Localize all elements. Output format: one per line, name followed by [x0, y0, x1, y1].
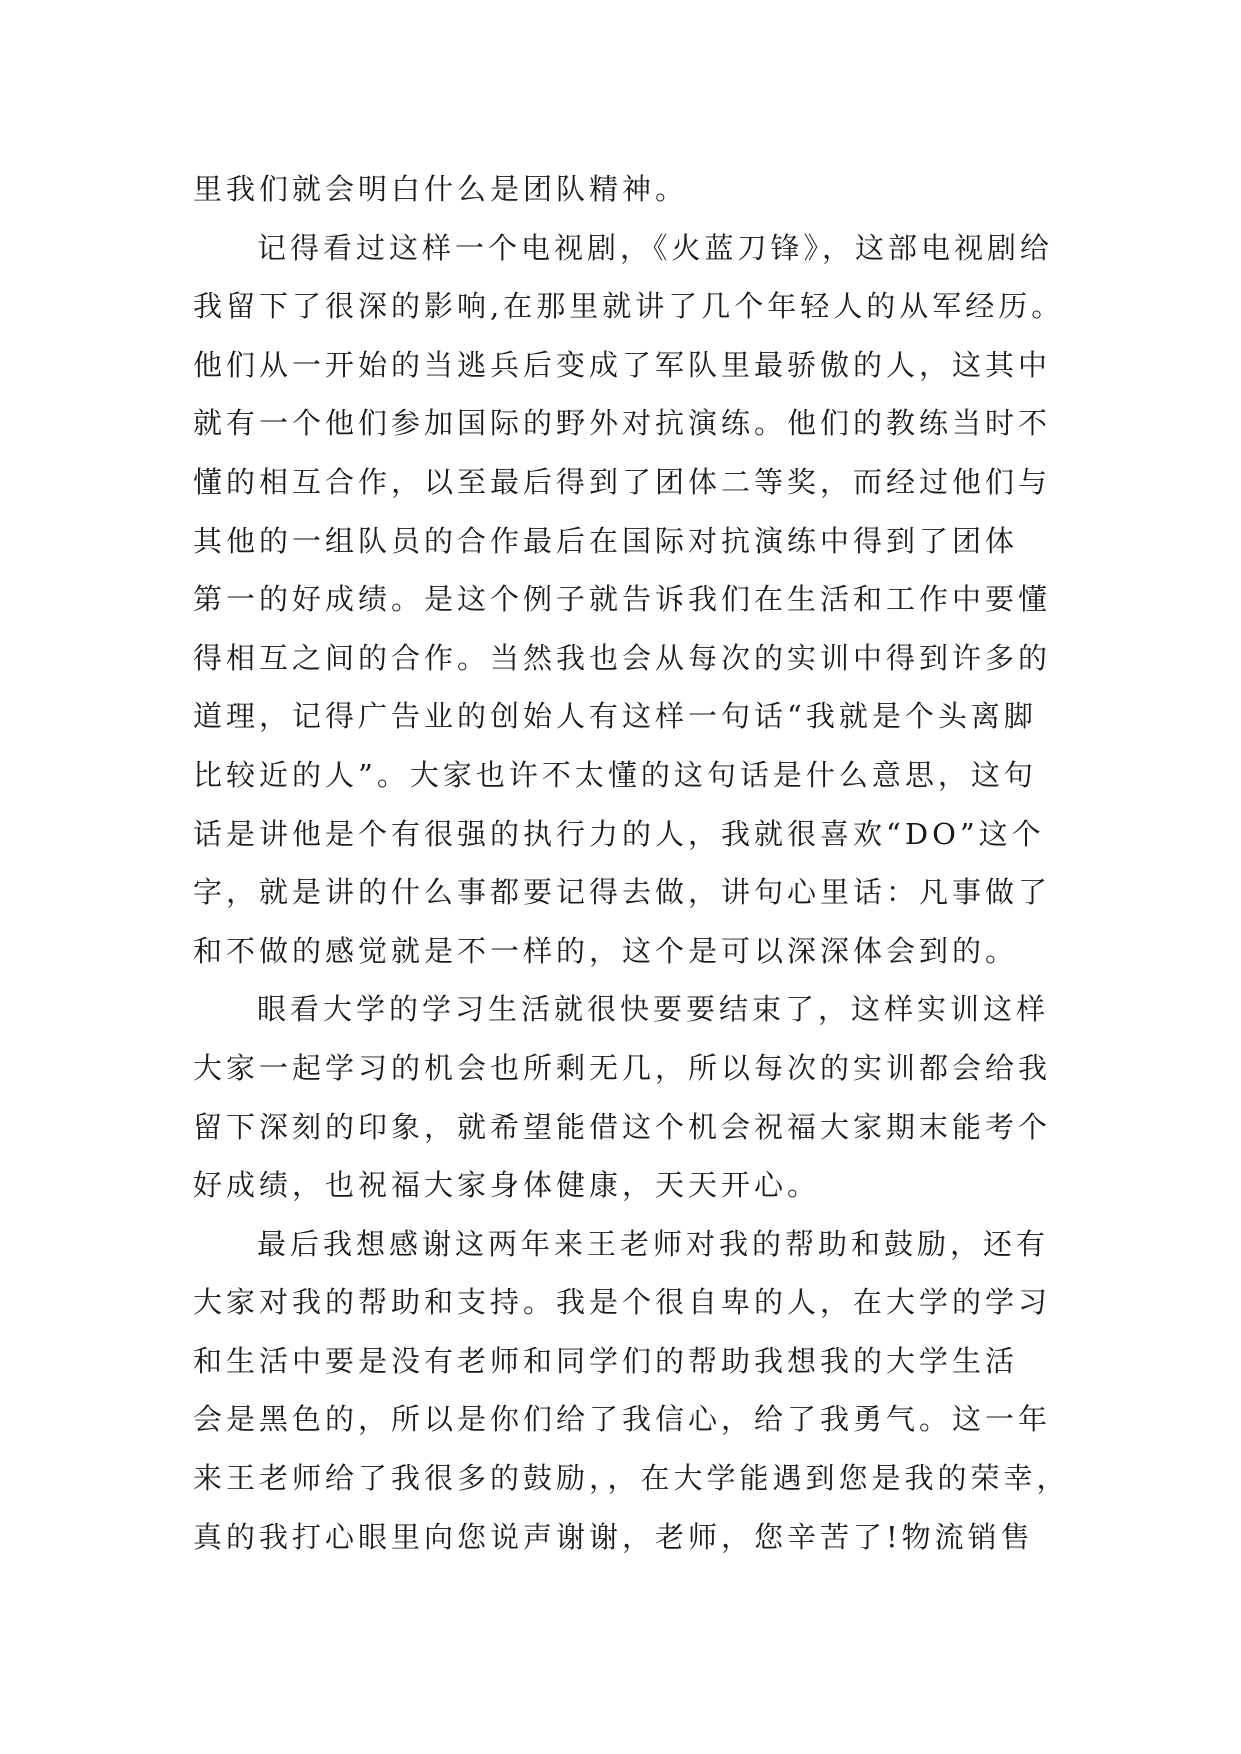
paragraph-first-line: 眼看大学的学习生活就很快要要结束了，这样实训这样 [257, 992, 1050, 1027]
text-line: 会是黑色的，所以是你们给了我信心，给了我勇气。这一年 [193, 1402, 1052, 1437]
text-line: 大家一起学习的机会也所剩无几，所以每次的实训都会给我 [193, 1050, 1052, 1085]
text-line: 懂的相互合作，以至最后得到了团体二等奖，而经过他们与 [193, 464, 1052, 499]
text-line: 里我们就会明白什么是团队精神。 [193, 172, 689, 206]
text-line: 比较近的人”。大家也许不太懂的这句话是什么意思，这句 [193, 757, 1037, 792]
text-line: 我留下了很深的影响,在那里就讲了几个年轻人的从军经历。 [193, 289, 1065, 324]
text-line: 道理，记得广告业的创始人有这样一句话“我就是个头离脚 [193, 699, 1037, 734]
text-line: 第一的好成绩。是这个例子就告诉我们在生活和工作中要懂 [193, 582, 1052, 617]
text-line: 好成绩，也祝福大家身体健康，天天开心。 [193, 1168, 821, 1203]
text-line: 得相互之间的合作。当然我也会从每次的实训中得到许多的 [193, 640, 1052, 675]
document-body [193, 160, 1098, 1566]
text-line: 来王老师给了我很多的鼓励，，在大学能遇到您是我的荣幸， [193, 1461, 1070, 1496]
text-line: 话是讲他是个有很强的执行力的人，我就很喜欢“DO”这个 [193, 816, 1045, 851]
text-line: 真的我打心眼里向您说声谢谢，老师，您辛苦了!物流销售 [193, 1519, 1034, 1554]
paragraph-first-line: 记得看过这样一个电视剧，《火蓝刀锋》，这部电视剧给 [257, 230, 1054, 265]
text-line: 其他的一组队员的合作最后在国际对抗演练中得到了团体 [193, 523, 1019, 558]
text-line: 他们从一开始的当逃兵后变成了军队里最骄傲的人，这其中 [193, 347, 1052, 382]
text-line: 和不做的感觉就是不一样的，这个是可以深深体会到的。 [193, 933, 1019, 968]
text-line: 和生活中要是没有老师和同学们的帮助我想我的大学生活 [193, 1343, 1019, 1378]
text-line: 留下深刻的印象，就希望能借这个机会祝福大家期末能考个 [193, 1109, 1052, 1144]
paragraph-first-line: 最后我想感谢这两年来王老师对我的帮助和鼓励，还有 [257, 1226, 1050, 1261]
text-line: 字，就是讲的什么事都要记得去做，讲句心里话：凡事做了 [193, 875, 1052, 910]
text-line: 就有一个他们参加国际的野外对抗演练。他们的教练当时不 [193, 406, 1052, 441]
text-line: 大家对我的帮助和支持。我是个很自卑的人，在大学的学习 [193, 1285, 1052, 1320]
